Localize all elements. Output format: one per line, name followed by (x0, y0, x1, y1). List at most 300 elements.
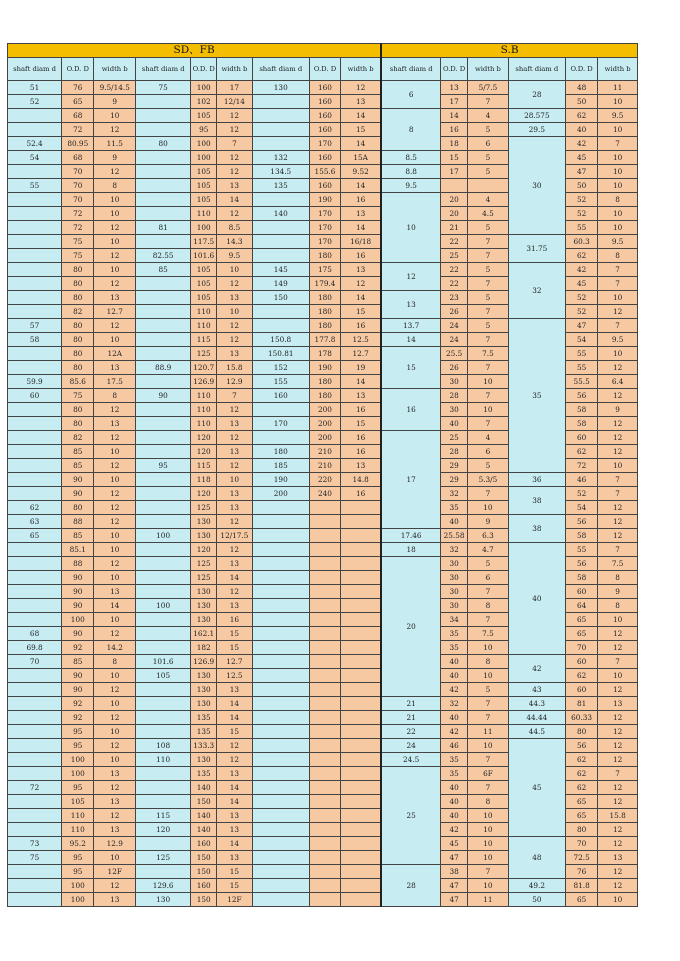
table-cell: 19 (341, 361, 382, 375)
table-cell: 95.2 (62, 837, 94, 851)
table-cell: 12 (217, 319, 252, 333)
table-cell (309, 683, 340, 697)
table-cell: 134.5 (252, 165, 309, 179)
table-cell: 105 (191, 263, 217, 277)
table-cell: 75 (136, 81, 191, 95)
table-cell: 110 (191, 403, 217, 417)
table-cell: 40 (441, 809, 468, 823)
table-cell (136, 95, 191, 109)
table-cell: 70 (62, 193, 94, 207)
table-cell: 21 (381, 711, 440, 725)
table-cell: 12 (94, 403, 136, 417)
table-cell: 149 (252, 277, 309, 291)
table-cell: 75 (62, 389, 94, 403)
table-cell: 64 (565, 599, 597, 613)
table-cell: 46 (565, 473, 597, 487)
table-cell: 9 (598, 585, 638, 599)
table-cell: 95 (62, 739, 94, 753)
table-cell: 14 (217, 697, 252, 711)
table-cell: 24 (381, 739, 440, 753)
table-cell: 7 (217, 389, 252, 403)
table-cell: 130 (191, 529, 217, 543)
table-cell: 16 (341, 431, 382, 445)
table-cell: 180 (309, 291, 340, 305)
table-cell: 90 (62, 599, 94, 613)
table-cell: 40 (441, 669, 468, 683)
table-cell: 101.6 (191, 249, 217, 263)
table-cell: 12 (598, 305, 638, 319)
table-cell: 18 (381, 543, 440, 557)
table-row (8, 81, 638, 95)
merged-shaft-cell: 38 (508, 487, 565, 515)
table-cell: 170 (309, 207, 340, 221)
column-header: O.D. D (565, 58, 597, 81)
table-cell (309, 613, 340, 627)
table-cell (8, 879, 62, 893)
table-cell: 12 (217, 543, 252, 557)
table-cell (468, 179, 509, 193)
table-cell (8, 417, 62, 431)
table-cell: 7 (598, 263, 638, 277)
table-cell: 12 (217, 515, 252, 529)
table-cell: 40 (565, 123, 597, 137)
table-cell: 10 (598, 165, 638, 179)
table-cell: 21 (441, 221, 468, 235)
table-cell: 13 (94, 767, 136, 781)
table-cell: 178 (309, 347, 340, 361)
table-cell: 18 (441, 137, 468, 151)
table-cell: 150.8 (252, 333, 309, 347)
table-cell: 13 (341, 263, 382, 277)
table-cell: 75 (8, 851, 62, 865)
table-cell: 95 (62, 865, 94, 879)
table-cell: 80 (62, 319, 94, 333)
table-cell (341, 501, 382, 515)
table-cell: 7 (468, 753, 509, 767)
table-cell: 126.9 (191, 655, 217, 669)
table-cell: 65 (565, 893, 597, 907)
table-cell: 42 (441, 683, 468, 697)
table-cell: 7 (598, 277, 638, 291)
table-cell: 170 (309, 137, 340, 151)
table-cell: 5 (468, 319, 509, 333)
table-cell: 11 (468, 725, 509, 739)
table-cell (341, 515, 382, 529)
table-cell: 7 (598, 655, 638, 669)
table-cell: 10 (468, 669, 509, 683)
table-cell (252, 543, 309, 557)
table-cell: 82 (62, 305, 94, 319)
table-cell: 55 (565, 221, 597, 235)
table-cell: 14 (441, 109, 468, 123)
table-cell: 15 (217, 865, 252, 879)
table-cell (309, 515, 340, 529)
table-cell (252, 137, 309, 151)
table-cell: 150 (252, 291, 309, 305)
table-cell (8, 263, 62, 277)
table-cell: 12.5 (217, 669, 252, 683)
table-cell: 52 (565, 487, 597, 501)
table-cell: 12 (94, 627, 136, 641)
table-cell (309, 571, 340, 585)
table-cell: 10 (598, 221, 638, 235)
table-cell: 46 (441, 739, 468, 753)
table-cell: 56 (565, 515, 597, 529)
table-cell: 52 (565, 291, 597, 305)
table-cell (8, 361, 62, 375)
table-cell: 9.5 (598, 333, 638, 347)
table-cell (252, 515, 309, 529)
table-cell: 12 (94, 501, 136, 515)
table-cell (309, 781, 340, 795)
table-cell: 10 (468, 809, 509, 823)
table-cell: 13 (598, 851, 638, 865)
merged-shaft-cell: 32 (508, 263, 565, 319)
table-cell (341, 543, 382, 557)
table-cell: 110 (191, 389, 217, 403)
table-cell (136, 515, 191, 529)
table-cell: 12 (217, 165, 252, 179)
table-cell: 150.81 (252, 347, 309, 361)
merged-shaft-cell: 45 (508, 739, 565, 837)
table-cell: 145 (252, 263, 309, 277)
table-row (8, 655, 638, 669)
table-cell: 155.6 (309, 165, 340, 179)
table-cell (341, 599, 382, 613)
table-cell: 7 (468, 697, 509, 711)
table-cell (309, 725, 340, 739)
table-cell: 90 (62, 571, 94, 585)
table-cell: 88 (62, 557, 94, 571)
table-cell (252, 403, 309, 417)
table-cell: 92 (62, 711, 94, 725)
table-cell: 85.1 (62, 543, 94, 557)
table-cell: 32 (441, 487, 468, 501)
table-cell: 7 (598, 767, 638, 781)
table-cell: 70 (565, 837, 597, 851)
table-cell: 60 (8, 389, 62, 403)
table-cell: 92 (62, 697, 94, 711)
table-cell (136, 291, 191, 305)
table-cell: 70 (565, 641, 597, 655)
table-cell (341, 557, 382, 571)
table-cell: 14 (217, 193, 252, 207)
table-cell: 32 (441, 543, 468, 557)
table-cell: 14 (217, 711, 252, 725)
table-cell: 7 (468, 613, 509, 627)
table-cell: 15 (341, 305, 382, 319)
table-cell (136, 151, 191, 165)
table-cell: 12 (94, 711, 136, 725)
table-cell (8, 207, 62, 221)
table-cell: 8.5 (217, 221, 252, 235)
table-cell: 60.3 (565, 235, 597, 249)
table-cell (136, 417, 191, 431)
table-cell (341, 739, 382, 753)
title-sb: S.B (381, 44, 637, 58)
table-cell (136, 487, 191, 501)
table-cell (309, 655, 340, 669)
table-cell: 45 (565, 277, 597, 291)
table-cell: 12 (598, 753, 638, 767)
table-cell: 12 (94, 557, 136, 571)
table-cell: 185 (252, 459, 309, 473)
table-cell: 10 (598, 669, 638, 683)
table-cell (341, 809, 382, 823)
table-cell: 13 (341, 389, 382, 403)
table-cell (8, 683, 62, 697)
table-cell: 10 (598, 207, 638, 221)
table-row (8, 109, 638, 123)
table-cell: 14 (341, 221, 382, 235)
table-cell: 13 (217, 291, 252, 305)
table-cell: 81.8 (565, 879, 597, 893)
table-cell (309, 697, 340, 711)
table-cell: 180 (309, 305, 340, 319)
table-cell: 44.5 (508, 725, 565, 739)
table-cell (136, 557, 191, 571)
table-cell: 6.3 (468, 529, 509, 543)
column-header: O.D. D (62, 58, 94, 81)
merged-shaft-cell: 40 (508, 543, 565, 655)
table-cell (8, 249, 62, 263)
table-cell: 85 (62, 459, 94, 473)
table-cell: 80 (62, 417, 94, 431)
table-cell: 55 (8, 179, 62, 193)
table-cell: 12.7 (94, 305, 136, 319)
table-cell (8, 585, 62, 599)
table-cell: 13 (94, 417, 136, 431)
table-cell: 65 (565, 809, 597, 823)
table-cell: 180 (309, 389, 340, 403)
table-cell: 7 (468, 333, 509, 347)
table-cell: 47 (441, 879, 468, 893)
table-cell: 20 (441, 207, 468, 221)
table-cell: 62 (8, 501, 62, 515)
table-cell: 100 (191, 81, 217, 95)
table-cell: 70 (62, 179, 94, 193)
table-cell: 22 (441, 263, 468, 277)
table-cell: 80 (62, 263, 94, 277)
table-cell: 15 (217, 641, 252, 655)
table-cell (136, 445, 191, 459)
table-cell: 10 (94, 263, 136, 277)
table-cell: 10 (94, 725, 136, 739)
table-cell: 100 (62, 767, 94, 781)
table-cell: 72 (62, 221, 94, 235)
table-cell: 220 (309, 473, 340, 487)
table-cell: 32 (441, 697, 468, 711)
table-cell: 45 (441, 837, 468, 851)
table-cell: 160 (309, 179, 340, 193)
table-cell (341, 613, 382, 627)
table-cell: 80 (62, 291, 94, 305)
table-cell: 150 (191, 795, 217, 809)
table-cell: 75 (62, 235, 94, 249)
table-cell: 15 (341, 123, 382, 137)
table-cell: 5 (468, 459, 509, 473)
table-cell: 10 (94, 473, 136, 487)
table-cell (252, 109, 309, 123)
table-cell: 105 (191, 179, 217, 193)
table-cell: 12 (598, 725, 638, 739)
table-cell: 118 (191, 473, 217, 487)
table-cell: 200 (309, 431, 340, 445)
table-cell: 55 (565, 543, 597, 557)
table-cell: 8 (94, 655, 136, 669)
table-cell (136, 725, 191, 739)
table-cell: 13 (94, 795, 136, 809)
table-cell: 5 (468, 151, 509, 165)
table-cell: 10 (94, 613, 136, 627)
table-cell (252, 193, 309, 207)
table-cell: 90 (62, 585, 94, 599)
table-cell: 80 (62, 277, 94, 291)
table-cell: 95 (62, 725, 94, 739)
table-cell (309, 669, 340, 683)
table-cell: 52 (565, 305, 597, 319)
table-cell: 170 (252, 417, 309, 431)
table-cell: 210 (309, 445, 340, 459)
table-cell: 58 (565, 529, 597, 543)
table-cell (252, 501, 309, 515)
table-cell: 12 (598, 823, 638, 837)
table-cell: 68 (8, 627, 62, 641)
table-cell (309, 865, 340, 879)
table-cell: 92 (62, 641, 94, 655)
table-cell: 7 (598, 319, 638, 333)
table-cell: 14 (341, 179, 382, 193)
table-cell: 14 (217, 571, 252, 585)
table-cell (252, 221, 309, 235)
table-cell: 13 (217, 501, 252, 515)
table-cell: 7.5 (468, 627, 509, 641)
table-cell: 100 (136, 599, 191, 613)
table-cell: 40 (441, 795, 468, 809)
table-cell (136, 305, 191, 319)
table-cell: 80 (62, 403, 94, 417)
table-cell: 68 (62, 109, 94, 123)
table-cell: 80.95 (62, 137, 94, 151)
table-cell: 72 (62, 207, 94, 221)
table-cell: 16 (341, 193, 382, 207)
table-cell: 120 (136, 823, 191, 837)
table-cell (136, 795, 191, 809)
table-cell: 60 (565, 585, 597, 599)
table-cell: 14.3 (217, 235, 252, 249)
table-cell: 100 (62, 879, 94, 893)
table-cell: 23 (441, 291, 468, 305)
table-cell: 12 (598, 683, 638, 697)
table-cell (341, 837, 382, 851)
table-cell: 29 (441, 473, 468, 487)
table-cell (136, 543, 191, 557)
column-header: width b (217, 58, 252, 81)
table-cell: 50 (565, 179, 597, 193)
table-cell (252, 725, 309, 739)
table-cell: 82 (62, 431, 94, 445)
table-cell (8, 711, 62, 725)
table-cell (8, 473, 62, 487)
table-cell (341, 795, 382, 809)
table-cell: 7 (598, 473, 638, 487)
table-cell: 12 (598, 641, 638, 655)
table-cell (341, 865, 382, 879)
table-cell: 13 (341, 459, 382, 473)
table-cell: 8 (94, 389, 136, 403)
table-cell: 115 (191, 459, 217, 473)
table-cell: 14 (341, 375, 382, 389)
table-cell (252, 585, 309, 599)
table-cell (252, 809, 309, 823)
table-cell: 8.8 (381, 165, 440, 179)
table-cell (252, 711, 309, 725)
table-cell: 76 (565, 865, 597, 879)
table-cell (136, 613, 191, 627)
table-cell: 105 (62, 795, 94, 809)
table-cell: 26 (441, 361, 468, 375)
merged-shaft-cell: 8 (381, 109, 440, 151)
table-cell (341, 585, 382, 599)
table-cell: 17.5 (94, 375, 136, 389)
table-cell: 35 (441, 501, 468, 515)
table-cell: 10 (94, 445, 136, 459)
merged-shaft-cell: 48 (508, 837, 565, 879)
table-cell: 8.5 (381, 151, 440, 165)
table-cell: 7 (468, 865, 509, 879)
table-row (8, 235, 638, 249)
table-cell: 80 (62, 333, 94, 347)
table-cell (252, 249, 309, 263)
table-cell: 40 (441, 655, 468, 669)
table-cell (309, 641, 340, 655)
table-cell (8, 123, 62, 137)
table-cell: 13 (217, 767, 252, 781)
table-cell: 100 (191, 151, 217, 165)
table-cell: 22 (381, 725, 440, 739)
table-cell: 8 (94, 179, 136, 193)
table-cell (252, 851, 309, 865)
table-cell: 56 (565, 557, 597, 571)
table-cell: 8 (598, 599, 638, 613)
table-cell (8, 277, 62, 291)
table-cell: 10 (94, 753, 136, 767)
table-cell: 30 (441, 599, 468, 613)
merged-shaft-cell: 12 (381, 263, 440, 291)
table-cell: 13 (94, 291, 136, 305)
table-cell: 85 (62, 445, 94, 459)
table-cell: 10 (94, 543, 136, 557)
table-cell: 13 (217, 557, 252, 571)
table-cell (309, 501, 340, 515)
table-cell: 160 (309, 81, 340, 95)
table-cell: 7 (217, 137, 252, 151)
table-cell: 180 (309, 249, 340, 263)
table-cell: 14 (381, 333, 440, 347)
table-cell: 135 (252, 179, 309, 193)
table-cell (136, 627, 191, 641)
table-cell (309, 627, 340, 641)
table-cell: 90 (136, 389, 191, 403)
table-cell: 9 (94, 151, 136, 165)
table-cell (136, 571, 191, 585)
table-cell: 52 (8, 95, 62, 109)
table-cell (8, 599, 62, 613)
table-cell: 30 (441, 557, 468, 571)
table-cell: 52.4 (8, 137, 62, 151)
table-cell: 73 (8, 837, 62, 851)
table-cell: 200 (252, 487, 309, 501)
